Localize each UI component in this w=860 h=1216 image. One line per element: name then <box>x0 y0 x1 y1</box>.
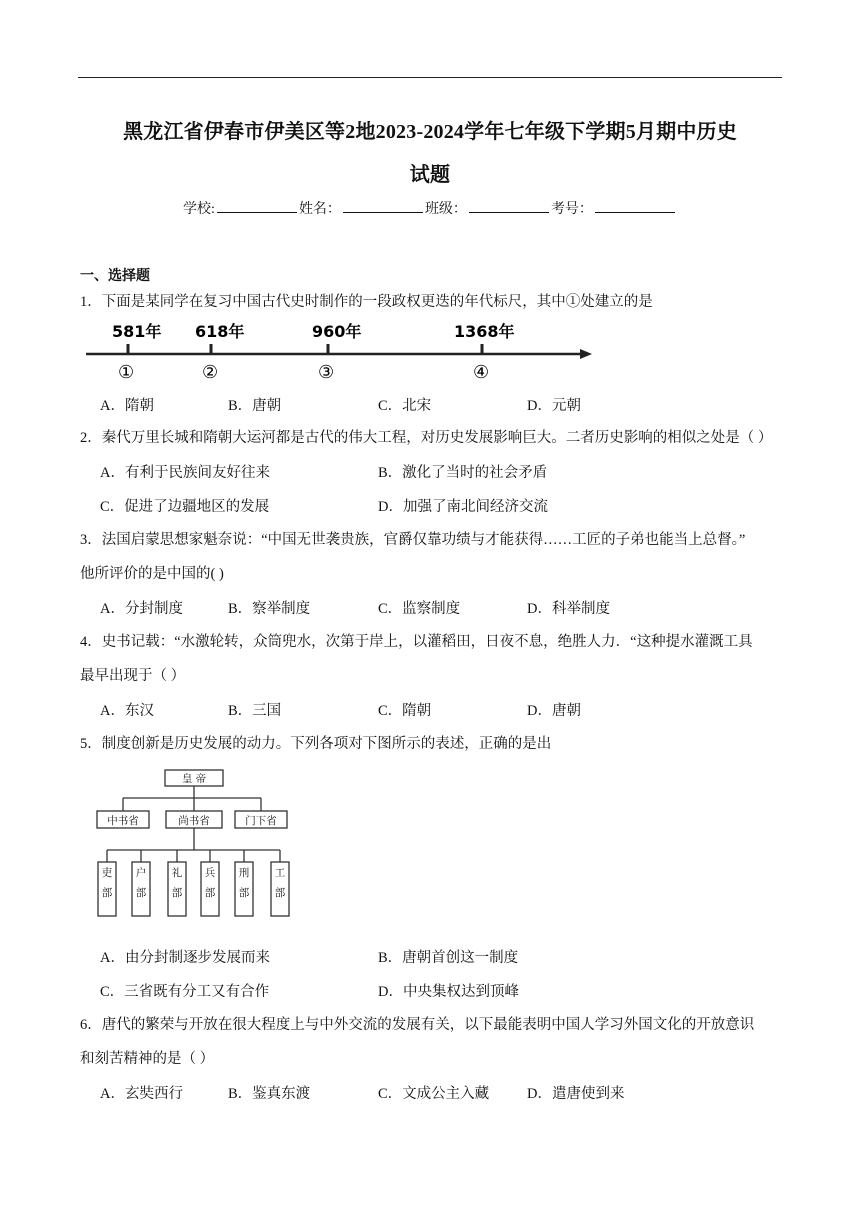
q2-option-d[interactable]: D．加强了南北间经济交流 <box>378 499 548 515</box>
shangshu-label: 尚书省 <box>178 815 210 827</box>
class-blank[interactable] <box>469 200 549 213</box>
ministry-5-char2: 部 <box>238 887 250 899</box>
timeline-marker-1: ① <box>118 362 135 383</box>
q4-option-d[interactable]: D．唐朝 <box>527 703 581 719</box>
question-6-stem-line1: 6．唐代的繁荣与开放在很大程度上与中外交流的发展有关，以下最能表明中国人学习外国文化的开放意识 <box>80 1017 755 1033</box>
number-blank[interactable] <box>595 200 675 213</box>
timeline-year-3: 960年 <box>312 322 362 341</box>
question-4-stem-line2: 最早出现于（ ） <box>80 668 186 684</box>
question-3-stem-line2: 他所评价的是中国的( ) <box>80 566 224 582</box>
q1-option-c[interactable]: C．北宋 <box>378 398 432 414</box>
ministry-4-char1: 兵 <box>204 867 216 879</box>
ministry-1-char2: 部 <box>101 887 113 899</box>
q5-option-b[interactable]: B．唐朝首创这一制度 <box>378 950 519 966</box>
ministry-3-char2: 部 <box>171 887 183 899</box>
q5-option-c[interactable]: C．三省既有分工又有合作 <box>100 984 270 1000</box>
q1-option-a[interactable]: A．隋朝 <box>100 398 154 414</box>
ministry-4-char2: 部 <box>204 887 216 899</box>
q5-option-d[interactable]: D．中央集权达到顶峰 <box>378 984 519 1000</box>
q4-option-c[interactable]: C．隋朝 <box>378 703 432 719</box>
school-label: 学校: <box>183 202 215 217</box>
question-2-stem: 2．秦代万里长城和隋朝大运河都是古代的伟大工程，对历史发展影响巨大。二者历史影响的相似之处是（ ） <box>80 430 773 446</box>
menxia-label: 门下省 <box>245 815 277 827</box>
timeline-tick-3 <box>312 322 361 383</box>
page-title-line1: 黑龙江省伊春市伊美区等2地2023-2024学年七年级下学期5月期中历史 <box>123 121 737 143</box>
name-label: 姓名： <box>298 202 341 217</box>
q2-option-a[interactable]: A．有利于民族间友好往来 <box>100 465 270 481</box>
ministry-3-char1: 礼 <box>171 867 183 879</box>
timeline-tick-2 <box>195 322 244 383</box>
class-label: 班级： <box>424 202 467 217</box>
school-blank[interactable] <box>217 200 297 213</box>
q5-option-a[interactable]: A．由分封制逐步发展而来 <box>100 950 270 966</box>
q3-option-b[interactable]: B．察举制度 <box>228 601 311 617</box>
ministry-6-char1: 工 <box>274 867 286 879</box>
timeline-tick-4 <box>454 322 515 383</box>
section-heading: 一、选择题 <box>80 269 150 284</box>
header-rule <box>78 77 782 78</box>
name-blank[interactable] <box>343 200 423 213</box>
q1-option-d[interactable]: D．元朝 <box>527 398 581 414</box>
ministry-2-char2: 部 <box>135 887 147 899</box>
three-provinces-chart <box>92 768 297 920</box>
q4-option-a[interactable]: A．东汉 <box>100 703 154 719</box>
q3-option-a[interactable]: A．分封制度 <box>100 601 183 617</box>
emperor-label: 皇 帝 <box>181 773 207 785</box>
q4-option-b[interactable]: B．三国 <box>228 703 282 719</box>
timeline-tick-1 <box>112 322 161 383</box>
number-label: 考号： <box>550 202 593 217</box>
q2-option-b[interactable]: B．激化了当时的社会矛盾 <box>378 465 548 481</box>
timeline-arrowhead <box>580 349 592 359</box>
question-6-stem-line2: 和刻苦精神的是（ ） <box>80 1051 215 1067</box>
q3-option-c[interactable]: C．监察制度 <box>378 601 461 617</box>
timeline-marker-3: ③ <box>318 362 335 383</box>
q6-option-d[interactable]: D．遣唐使到来 <box>527 1086 625 1102</box>
question-3-stem-line1: 3．法国启蒙思想家魁奈说：“中国无世袭贵族，官爵仅靠功绩与才能获得……工匠的子弟也能当上总督。” <box>80 532 746 548</box>
ministry-5-char1: 刑 <box>238 867 250 879</box>
timeline-year-1: 581年 <box>112 322 162 341</box>
q3-option-d[interactable]: D．科举制度 <box>527 601 610 617</box>
question-1-stem: 1．下面是某同学在复习中国古代史时制作的一段政权更迭的年代标尺，其中①处建立的是 <box>80 294 653 310</box>
question-4-stem-line1: 4．史书记载：“水激轮转，众筒兜水，次第于岸上，以灌稻田，日夜不息，绝胜人力．“这种提水灌溉工具 <box>80 634 753 650</box>
ministry-6-char2: 部 <box>274 887 286 899</box>
q2-option-c[interactable]: C．促进了边疆地区的发展 <box>100 499 270 515</box>
timeline-year-2: 618年 <box>195 322 245 341</box>
timeline-marker-4: ④ <box>473 362 490 383</box>
question-5-stem: 5．制度创新是历史发展的动力。下列各项对下图所示的表述，正确的是出 <box>80 736 552 752</box>
q1-option-b[interactable]: B．唐朝 <box>228 398 282 414</box>
q6-option-c[interactable]: C．文成公主入藏 <box>378 1086 490 1102</box>
timeline-year-4: 1368年 <box>454 322 515 341</box>
q6-option-b[interactable]: B．鉴真东渡 <box>228 1086 311 1102</box>
ministry-1-char1: 吏 <box>101 867 113 879</box>
zhongshu-label: 中书省 <box>107 815 139 827</box>
student-info-line <box>0 198 860 218</box>
ministry-2-char1: 户 <box>135 867 147 879</box>
timeline-figure <box>80 318 600 384</box>
q6-option-a[interactable]: A．玄奘西行 <box>100 1086 183 1102</box>
timeline-marker-2: ② <box>202 362 219 383</box>
page-title-line2: 试题 <box>409 164 451 186</box>
